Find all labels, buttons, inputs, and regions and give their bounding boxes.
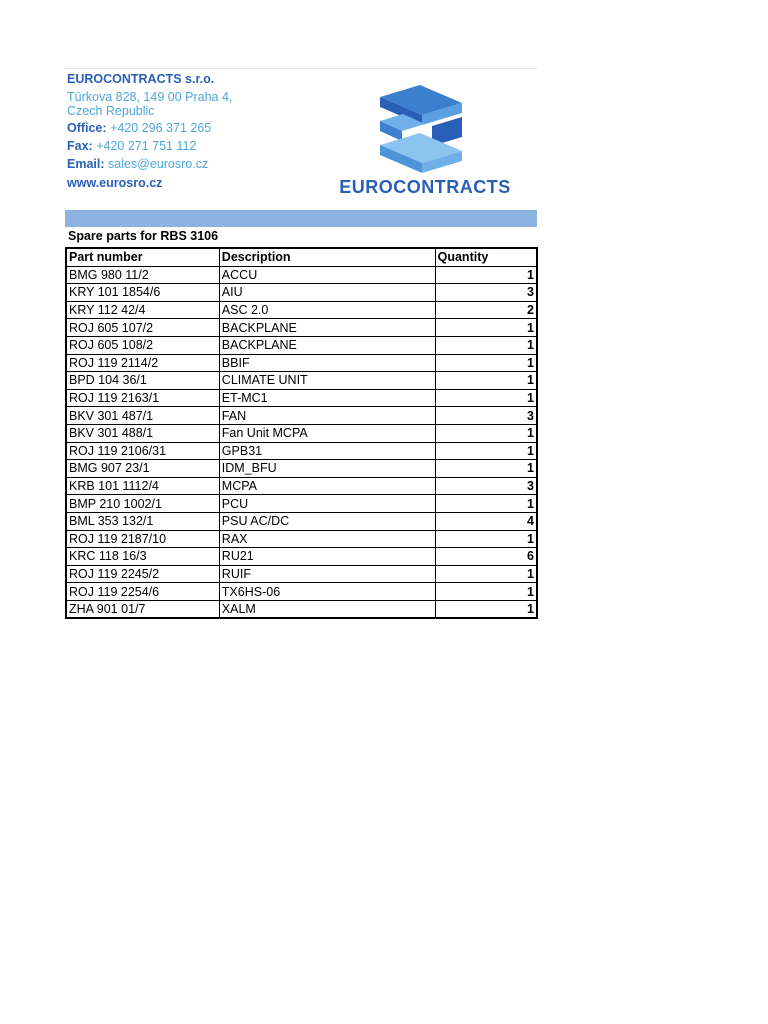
description-cell: RAX [219,530,435,548]
part-number-cell: ROJ 119 2106/31 [66,442,219,460]
table-row [66,565,537,583]
quantity-cell: 6 [435,548,537,566]
description-cell: CLIMATE UNIT [219,372,435,390]
table-row [66,583,537,601]
table-row [66,266,537,284]
quantity-cell: 3 [435,477,537,495]
part-number-cell: ZHA 901 01/7 [66,600,219,618]
quantity-cell: 1 [435,354,537,372]
office-label: Office: [67,121,107,135]
description-cell: XALM [219,600,435,618]
part-number-cell: ROJ 119 2245/2 [66,565,219,583]
part-number-cell: ROJ 119 2187/10 [66,530,219,548]
quantity-cell: 1 [435,424,537,442]
quantity-cell: 2 [435,301,537,319]
table-header-row [66,248,537,266]
table-row [66,548,537,566]
email-address [67,155,208,173]
description-cell: BACKPLANE [219,336,435,354]
description-cell: FAN [219,407,435,425]
quantity-cell: 3 [435,407,537,425]
quantity-cell: 1 [435,372,537,390]
description-cell: GPB31 [219,442,435,460]
table-row [66,424,537,442]
part-number-cell: BMG 980 11/2 [66,266,219,284]
sheet-title: Spare parts for RBS 3106 [68,229,219,243]
description-cell: ACCU [219,266,435,284]
part-number-cell: KRB 101 1112/4 [66,477,219,495]
description-cell: Fan Unit MCPA [219,424,435,442]
quantity-cell: 1 [435,600,537,618]
table-row [66,301,537,319]
part-number-cell: BKV 301 487/1 [66,407,219,425]
parts-table [65,247,538,619]
table-row [66,372,537,390]
part-number-cell: ROJ 605 108/2 [66,336,219,354]
column-header-quantity: Quantity [435,248,537,266]
table-row [66,284,537,302]
table-row [66,477,537,495]
quantity-cell: 1 [435,565,537,583]
quantity-cell: 1 [435,583,537,601]
fax-number [67,137,196,155]
quantity-cell: 3 [435,284,537,302]
description-cell: AIU [219,284,435,302]
office-phone [67,119,211,137]
quantity-cell: 1 [435,442,537,460]
part-number-cell: KRC 118 16/3 [66,548,219,566]
table-row [66,442,537,460]
eurocontracts-logo [325,81,525,201]
part-number-cell: BKV 301 488/1 [66,424,219,442]
part-number-cell: KRY 112 42/4 [66,301,219,319]
header-band [65,210,537,227]
description-cell: IDM_BFU [219,460,435,478]
table-row [66,530,537,548]
table-row [66,512,537,530]
quantity-cell: 1 [435,530,537,548]
table-row [66,495,537,513]
description-cell: BBIF [219,354,435,372]
description-cell: TX6HS-06 [219,583,435,601]
description-cell: ASC 2.0 [219,301,435,319]
table-row [66,600,537,618]
address-line-1: Türkova 828, 149 00 Praha 4, [67,90,233,104]
table-row [66,460,537,478]
part-number-cell: ROJ 119 2254/6 [66,583,219,601]
quantity-cell: 4 [435,512,537,530]
part-number-cell: BML 353 132/1 [66,512,219,530]
address-line-2: Czech Republic [67,104,155,118]
table-row [66,354,537,372]
part-number-cell: KRY 101 1854/6 [66,284,219,302]
column-header-description: Description [219,248,435,266]
fax-value: +420 271 751 112 [96,139,197,153]
quantity-cell: 1 [435,266,537,284]
description-cell: PSU AC/DC [219,512,435,530]
table-row [66,389,537,407]
parts-table-body [66,266,537,618]
column-header-part-number: Part number [66,248,219,266]
email-value[interactable]: sales@eurosro.cz [108,157,209,171]
quantity-cell: 1 [435,389,537,407]
part-number-cell: BMP 210 1002/1 [66,495,219,513]
quantity-cell: 1 [435,495,537,513]
description-cell: ET-MC1 [219,389,435,407]
office-value: +420 296 371 265 [110,121,212,135]
letterhead [65,68,537,211]
table-row [66,336,537,354]
table-row [66,407,537,425]
description-cell: BACKPLANE [219,319,435,337]
part-number-cell: BMG 907 23/1 [66,460,219,478]
logo-wordmark: EUROCONTRACTS [339,177,511,197]
company-name: EUROCONTRACTS s.r.o. [67,72,215,86]
table-row [66,319,537,337]
part-number-cell: ROJ 605 107/2 [66,319,219,337]
email-label: Email: [67,157,105,171]
part-number-cell: ROJ 119 2163/1 [66,389,219,407]
part-number-cell: ROJ 119 2114/2 [66,354,219,372]
quantity-cell: 1 [435,336,537,354]
website-link[interactable]: www.eurosro.cz [67,176,163,190]
part-number-cell: BPD 104 36/1 [66,372,219,390]
quantity-cell: 1 [435,460,537,478]
description-cell: MCPA [219,477,435,495]
description-cell: PCU [219,495,435,513]
fax-label: Fax: [67,139,93,153]
quantity-cell: 1 [435,319,537,337]
description-cell: RU21 [219,548,435,566]
description-cell: RUIF [219,565,435,583]
